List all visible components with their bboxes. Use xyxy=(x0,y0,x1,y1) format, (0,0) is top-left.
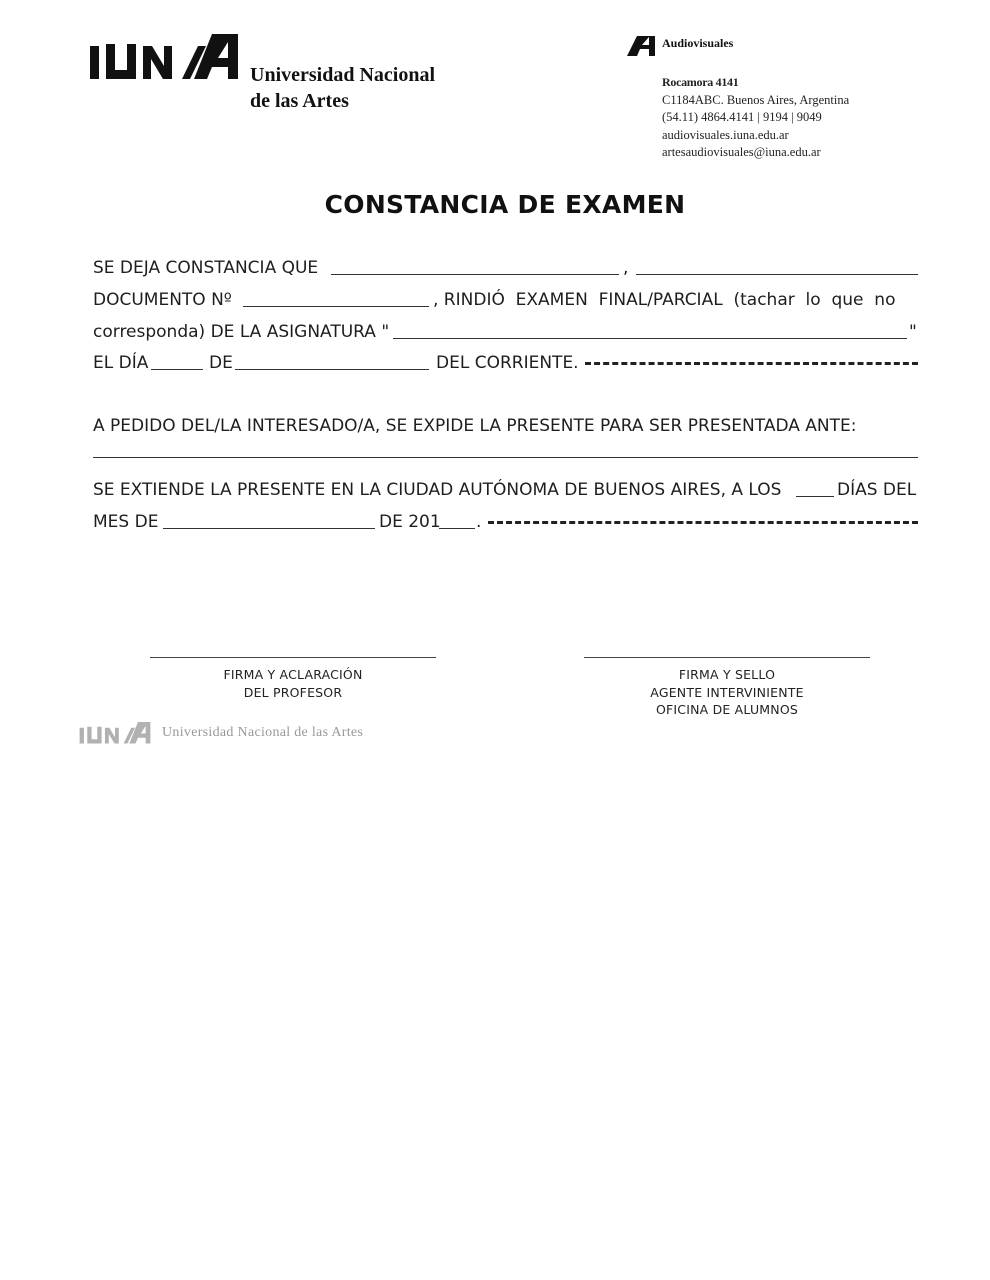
university-name-line2: de las Artes xyxy=(250,90,349,112)
document-title: CONSTANCIA DE EXAMEN xyxy=(324,190,686,219)
address-phone: (54.11) 4864.4141 | 9194 | 9049 xyxy=(662,110,822,124)
line7-dash-fill xyxy=(488,521,918,524)
professor-signature-line[interactable] xyxy=(150,657,436,658)
professor-signature-label-1: FIRMA Y ACLARACIÓN xyxy=(223,667,363,682)
year-blank[interactable] xyxy=(439,528,475,529)
address-city: C1184ABC. Buenos Aires, Argentina xyxy=(662,92,850,107)
line2-label-b: , RINDIÓ EXAMEN FINAL/PARCIAL (tachar lo que no xyxy=(433,290,896,310)
line7-label-b: DE 201 xyxy=(379,512,441,532)
subject-blank[interactable] xyxy=(393,338,907,339)
line4-label-a: EL DÍA xyxy=(93,353,149,373)
line2-label-a: DOCUMENTO Nº xyxy=(93,290,232,310)
name-blank-2[interactable] xyxy=(636,274,918,275)
day-blank[interactable] xyxy=(151,369,203,370)
form-line-1 xyxy=(93,256,918,288)
line1-comma: , xyxy=(623,258,629,278)
address-web: audiovisuales.iuna.edu.ar xyxy=(662,127,789,142)
audiovisuales-logo xyxy=(627,36,655,56)
issue-month-blank[interactable] xyxy=(163,528,375,529)
line1-label: SE DEJA CONSTANCIA QUE xyxy=(93,258,319,278)
month-blank[interactable] xyxy=(235,369,429,370)
una-logo xyxy=(90,34,238,80)
presented-to-blank[interactable] xyxy=(93,457,918,458)
agent-signature-label-2: AGENTE INTERVINIENTE xyxy=(650,684,804,700)
document-number-blank[interactable] xyxy=(243,306,429,307)
address-email: artesaudiovisuales@iuna.edu.ar xyxy=(662,145,821,159)
name-blank[interactable] xyxy=(331,274,619,275)
line6-label-a: SE EXTIENDE LA PRESENTE EN LA CIUDAD AUTÓNOMA DE BUENOS AIRES, A LOS xyxy=(93,480,782,500)
university-name-line1: Universidad Nacional xyxy=(250,64,436,86)
line4-label-b: DE xyxy=(209,353,233,373)
days-blank[interactable] xyxy=(796,496,834,497)
line7-label-c: . xyxy=(476,512,482,532)
agent-signature-line[interactable] xyxy=(584,657,870,658)
agent-signature-label xyxy=(584,666,870,719)
form-line-3 xyxy=(93,320,918,352)
form-line-5 xyxy=(93,414,918,446)
address-street: Rocamora 4141 xyxy=(662,75,739,89)
agent-signature-label-1: FIRMA Y SELLO xyxy=(678,667,776,682)
line5-label: A PEDIDO DEL/LA INTERESADO/A, SE EXPIDE LA PRESENTE PARA SER PRESENTADA ANTE: xyxy=(93,416,857,436)
form-line-4 xyxy=(93,351,918,383)
line6-label-b: DÍAS DEL xyxy=(837,480,917,500)
university-name xyxy=(250,62,435,114)
agent-signature-label-3: OFICINA DE ALUMNOS xyxy=(655,702,799,717)
line3-label-b: " xyxy=(909,322,917,342)
una-footer-logo xyxy=(78,722,152,744)
address-block xyxy=(662,74,849,162)
form-line-6 xyxy=(93,478,918,510)
professor-signature-label xyxy=(150,666,436,701)
line7-label-a: MES DE xyxy=(93,512,159,532)
line4-label-c: DEL CORRIENTE. xyxy=(436,353,579,373)
department-name: Audiovisuales xyxy=(662,36,734,50)
form-line-7 xyxy=(93,510,918,542)
professor-signature-label-2: DEL PROFESOR xyxy=(243,684,343,700)
line4-dash-fill xyxy=(585,362,918,365)
line3-label-a: corresponda) DE LA ASIGNATURA " xyxy=(93,322,390,342)
form-line-2 xyxy=(93,288,918,320)
footer-university-name: Universidad Nacional de las Artes xyxy=(162,725,364,740)
